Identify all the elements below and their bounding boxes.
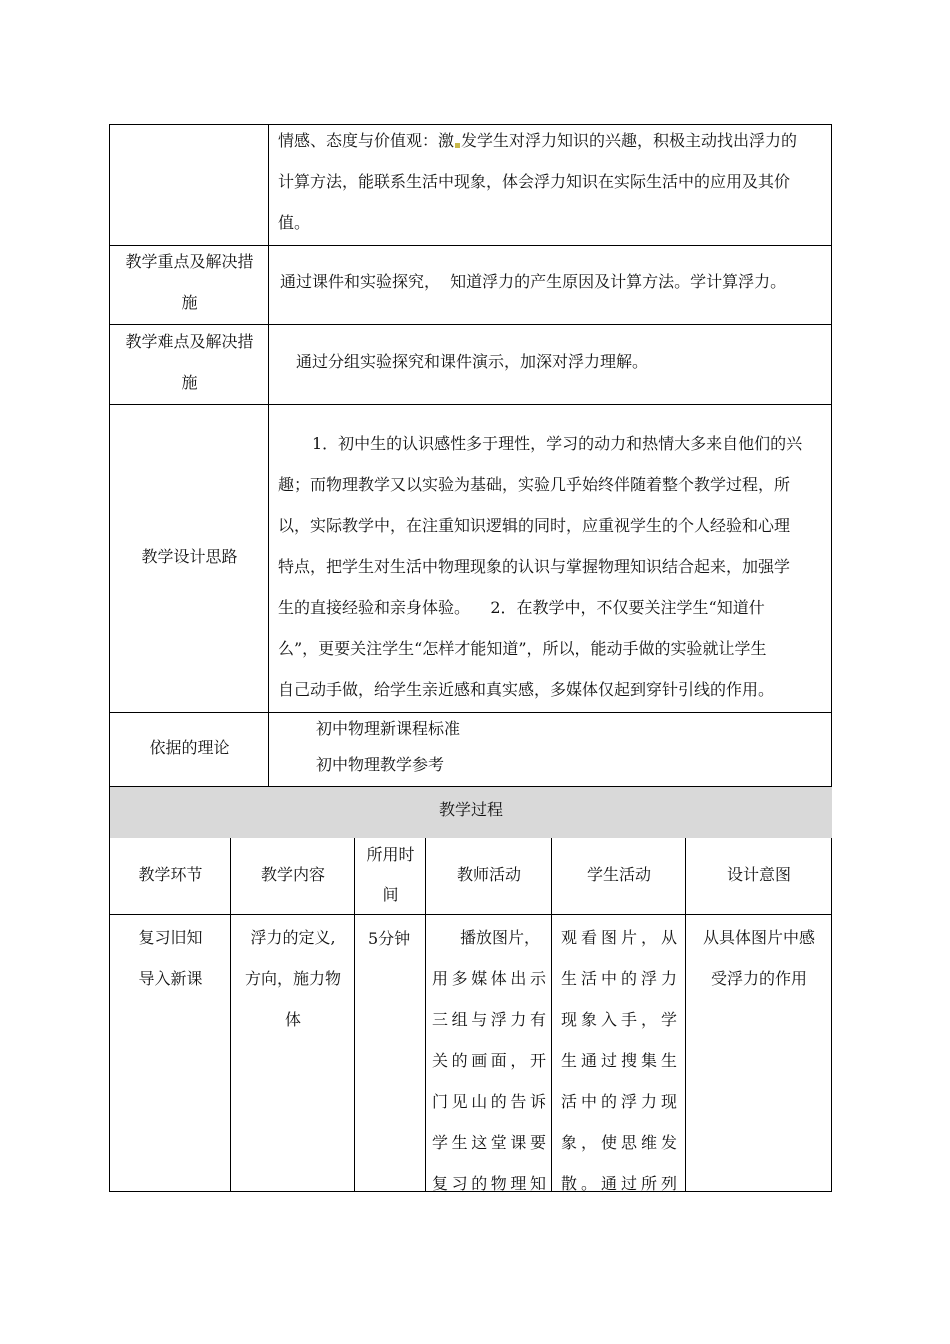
header-content: 教学内容 [260, 865, 325, 884]
goals-line-3: 值。 [278, 213, 311, 232]
key-points-label-line-2: 施 [181, 293, 198, 312]
row1-stage: 复习旧知 导入新课 [138, 928, 203, 988]
difficulties-label-line-2: 施 [181, 373, 198, 392]
key-points-label-line-1: 教学重点及解决措 [125, 252, 254, 271]
column-divider [551, 837, 552, 1192]
row1-teacher: 播放图片， 用多媒体出示 三组与浮力有 关的画面，开 门见山的告诉 学生这堂课要 复习的物理知 [432, 928, 546, 1193]
header-stage: 教学环节 [138, 865, 203, 884]
row-divider [109, 324, 832, 325]
process-title: 教学过程 [438, 800, 503, 819]
design-line-5: 生的直接经验和亲身体验。 2．在教学中，不仅要关注学生“知道什 [278, 598, 765, 617]
goals-line-1: 情感、态度与价值观：激 发学生对浮力知识的兴趣，积极主动找出浮力的 [278, 131, 798, 150]
design-line-6: 么”，更要关注学生“怎样才能知道”，所以，能动手做的实验就让学生 [278, 639, 767, 658]
design-line-3: 以，实际教学中，在注重知识逻辑的同时，应重视学生的个人经验和心理 [278, 516, 791, 535]
header-time-line-2: 间 [382, 885, 399, 904]
design-line-1: 1．初中生的认识感性多于理性，学习的动力和热情大多来自他们的兴 [312, 434, 803, 453]
header-teacher: 教师活动 [456, 865, 521, 884]
table-border-top [109, 124, 832, 125]
row1-content: 浮力的定义, 方向，施力物 体 [244, 928, 341, 1029]
theory-item-1: 初中物理新课程标准 [316, 719, 461, 738]
design-line-7: 自己动手做，给学生亲近感和真实感，多媒体仅起到穿针引线的作用。 [278, 680, 775, 699]
theory-item-2: 初中物理教学参考 [316, 755, 445, 774]
row-divider [109, 404, 832, 405]
header-student: 学生活动 [586, 865, 651, 884]
row1-student: 观看图片，从 生活中的浮力 现象入手，学 生通过搜集生 活中的浮力现 象，使思维发 散。通过所列 [561, 928, 677, 1193]
table-border-right [831, 124, 832, 1192]
row1-intent: 从具体图片中感 受浮力的作用 [702, 928, 815, 988]
difficulties-label-line-1: 教学难点及解决措 [125, 332, 254, 351]
table-border-left [109, 124, 110, 1192]
difficulties-content: 通过分组实验探究和课件演示，加深对浮力理解。 [296, 352, 649, 371]
row-divider [109, 914, 832, 915]
row-divider [109, 712, 832, 713]
goals-line-2: 计算方法，能联系生活中现象，体会浮力知识在实际生活中的应用及其价 [278, 172, 791, 191]
theory-label: 依据的理论 [149, 738, 230, 757]
header-time-line-1: 所用时 [366, 845, 415, 864]
key-points-content: 通过课件和实验探究， 知道浮力的产生原因及计算方法。学计算浮力。 [280, 272, 787, 291]
row1-time: 5分钟 [368, 929, 411, 948]
ink-mark [455, 143, 460, 148]
design-line-4: 特点，把学生对生活中物理现象的认识与掌握物理知识结合起来，加强学 [278, 557, 791, 576]
label-column-divider [268, 124, 269, 787]
row-divider [109, 245, 832, 246]
design-line-2: 趣；而物理教学又以实验为基础，实验几乎始终伴随着整个教学过程，所 [278, 475, 791, 494]
header-intent: 设计意图 [726, 865, 791, 884]
design-label: 教学设计思路 [141, 547, 238, 566]
column-divider [685, 837, 686, 1192]
